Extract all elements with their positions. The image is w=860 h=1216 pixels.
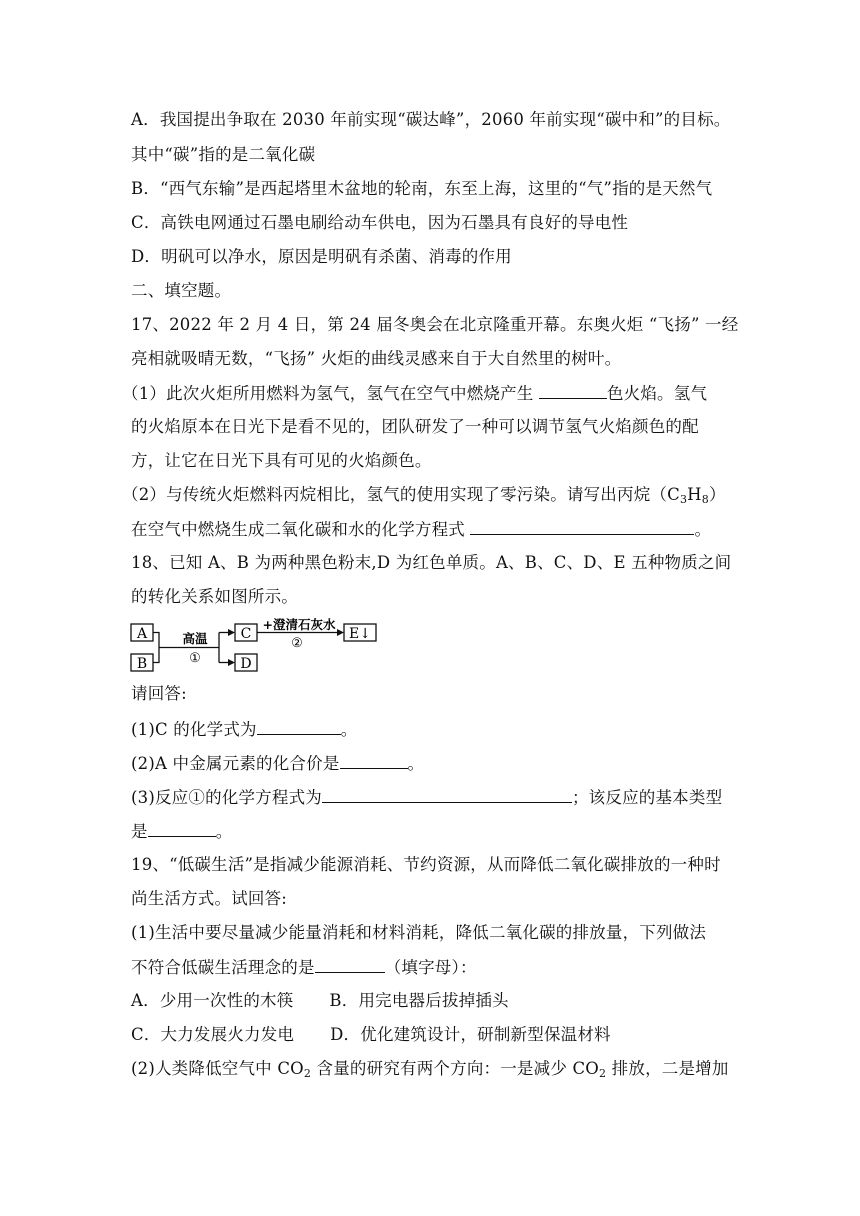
arrowhead-e <box>337 629 344 636</box>
period: 。 <box>694 520 712 539</box>
answer-blank[interactable] <box>315 956 385 973</box>
q19-options-row2 <box>131 1024 741 1046</box>
period: 。 <box>407 754 425 773</box>
q19-option-d: D．优化建筑设计，研制新型保温材料 <box>330 1025 611 1044</box>
formula-h: H <box>687 485 702 504</box>
answer-blank[interactable] <box>322 786 572 803</box>
q19-part2-line1 <box>131 1058 741 1080</box>
q19-part1-line2 <box>131 956 741 979</box>
q19-part1-text: 不符合低碳生活理念的是 <box>131 958 315 977</box>
option-b: B．“西气东输”是西起塔里木盆地的轮南，东至上海，这里的“气”指的是天然气 <box>131 179 713 198</box>
q19-part2-text-mid: 含量的研究有两个方向：一是减少 CO <box>311 1059 600 1078</box>
q17-intro-line2: 亮相就吸晴无数，“飞扬” 火炬的曲线灵感来自于大自然里的树叶。 <box>131 349 622 368</box>
option-d: D．明矾可以净水，原因是明矾有杀菌、消毒的作用 <box>131 247 512 266</box>
q18-intro-line2: 的转化关系如图所示。 <box>131 587 298 606</box>
q18-part3-text: (3)反应①的化学方程式为 <box>131 788 322 807</box>
q18-part1-text: (1)C 的化学式为 <box>131 720 257 739</box>
subscript: 2 <box>599 1067 607 1080</box>
period: 。 <box>215 822 233 841</box>
q18-part1 <box>131 718 741 741</box>
subscript: 8 <box>701 493 709 506</box>
q17-part2-line2 <box>131 518 741 541</box>
answer-blank[interactable] <box>470 518 694 535</box>
q18-part3-text2: 是 <box>131 822 148 841</box>
q19-options-row1 <box>131 990 741 1012</box>
q18-part2-text: (2)A 中金属元素的化合价是 <box>131 754 340 773</box>
q17-part1-line3: 方，让它在日光下具有可见的火焰颜色。 <box>131 451 432 470</box>
label-e: E↓ <box>349 626 371 642</box>
q18-intro-line1: 18、已知 A、B 为两种黑色粉末,D 为红色单质。A、B、C、D、E 五种物质之间 <box>131 553 732 572</box>
option-a-line1: A．我国提出争取在 2030 年前实现“碳达峰”，2060 年前实现“碳中和”的目标。 <box>131 110 731 129</box>
q17-part1-text-end: 色火焰。氢气 <box>606 384 708 403</box>
q19-option-b: B．用完电器后拔掉插头 <box>329 991 509 1010</box>
condition-high-temp: 高温 <box>182 631 208 646</box>
section-heading: 二、填空题。 <box>131 281 232 300</box>
q19-intro-line1: 19、“低碳生活”是指减少能源消耗、节约资源，从而降低二氧化碳排放的一种时 <box>131 855 721 874</box>
q18-part2 <box>131 752 741 775</box>
step-1-label: ① <box>189 651 201 666</box>
q18-part3-line1 <box>131 786 741 809</box>
q17-intro-line1: 17、2022 年 2 月 4 日，第 24 届冬奥会在北京隆重开幕。东奥火炬 “飞扬” 一经 <box>131 315 739 334</box>
label-a: A <box>136 626 148 642</box>
q17-part1-text: （1）此次火炬所用燃料为氢气，氢气在空气中燃烧产生 <box>122 384 539 403</box>
connector <box>153 633 159 663</box>
q17-part1-line2: 的火焰原本在日光下是看不见的，团队研发了一种可以调节氢气火焰颜色的配 <box>131 417 699 436</box>
q18-ask: 请回答: <box>131 684 187 703</box>
bracket: ） <box>708 485 726 504</box>
q17-part1-line1 <box>122 382 732 405</box>
answer-blank[interactable] <box>257 718 341 735</box>
q19-option-a: A．少用一次性的木筷 <box>131 991 294 1010</box>
answer-blank[interactable] <box>148 820 216 837</box>
period: 。 <box>340 720 358 739</box>
option-a-line2: 其中“碳”指的是二氧化碳 <box>131 145 316 164</box>
q19-part1-text-end: （填字母）： <box>384 958 477 977</box>
answer-blank[interactable] <box>539 382 607 399</box>
answer-blank[interactable] <box>340 752 408 769</box>
label-c: C <box>240 626 252 642</box>
q19-option-c: C．大力发展火力发电 <box>131 1025 295 1044</box>
reaction-diagram <box>129 618 389 678</box>
label-d: D <box>240 656 252 672</box>
label-b: B <box>136 656 148 672</box>
q19-intro-line2: 尚生活方式。试回答: <box>131 889 288 908</box>
q19-part2-text-end: 排放，二是增加 <box>606 1059 729 1078</box>
step-2-label: ② <box>291 636 303 651</box>
subscript: 3 <box>679 493 688 506</box>
q18-part3-text-end: ；该反应的基本类型 <box>571 788 723 807</box>
arrowhead-d <box>228 659 235 666</box>
subscript: 2 <box>303 1067 312 1080</box>
q17-part2-line1 <box>122 484 732 506</box>
arrowhead-c <box>228 629 235 636</box>
q17-part2-text2: 在空气中燃烧生成二氧化碳和水的化学方程式 <box>131 520 471 539</box>
q17-part2-text: （2）与传统火炬燃料丙烷相比，氢气的使用实现了零污染。请写出丙烷（C <box>122 485 680 504</box>
q19-part1-line1: (1)生活中要尽量减少能量消耗和材料消耗，降低二氧化碳的排放量，下列做法 <box>131 923 707 942</box>
q18-part3-line2 <box>131 820 741 843</box>
q19-part2-text: (2)人类降低空气中 CO <box>131 1059 304 1078</box>
condition-limewater: +澄清石灰水 <box>262 618 336 632</box>
option-c: C．高铁电网通过石墨电刷给动车供电，因为石墨具有良好的导电性 <box>131 213 629 232</box>
